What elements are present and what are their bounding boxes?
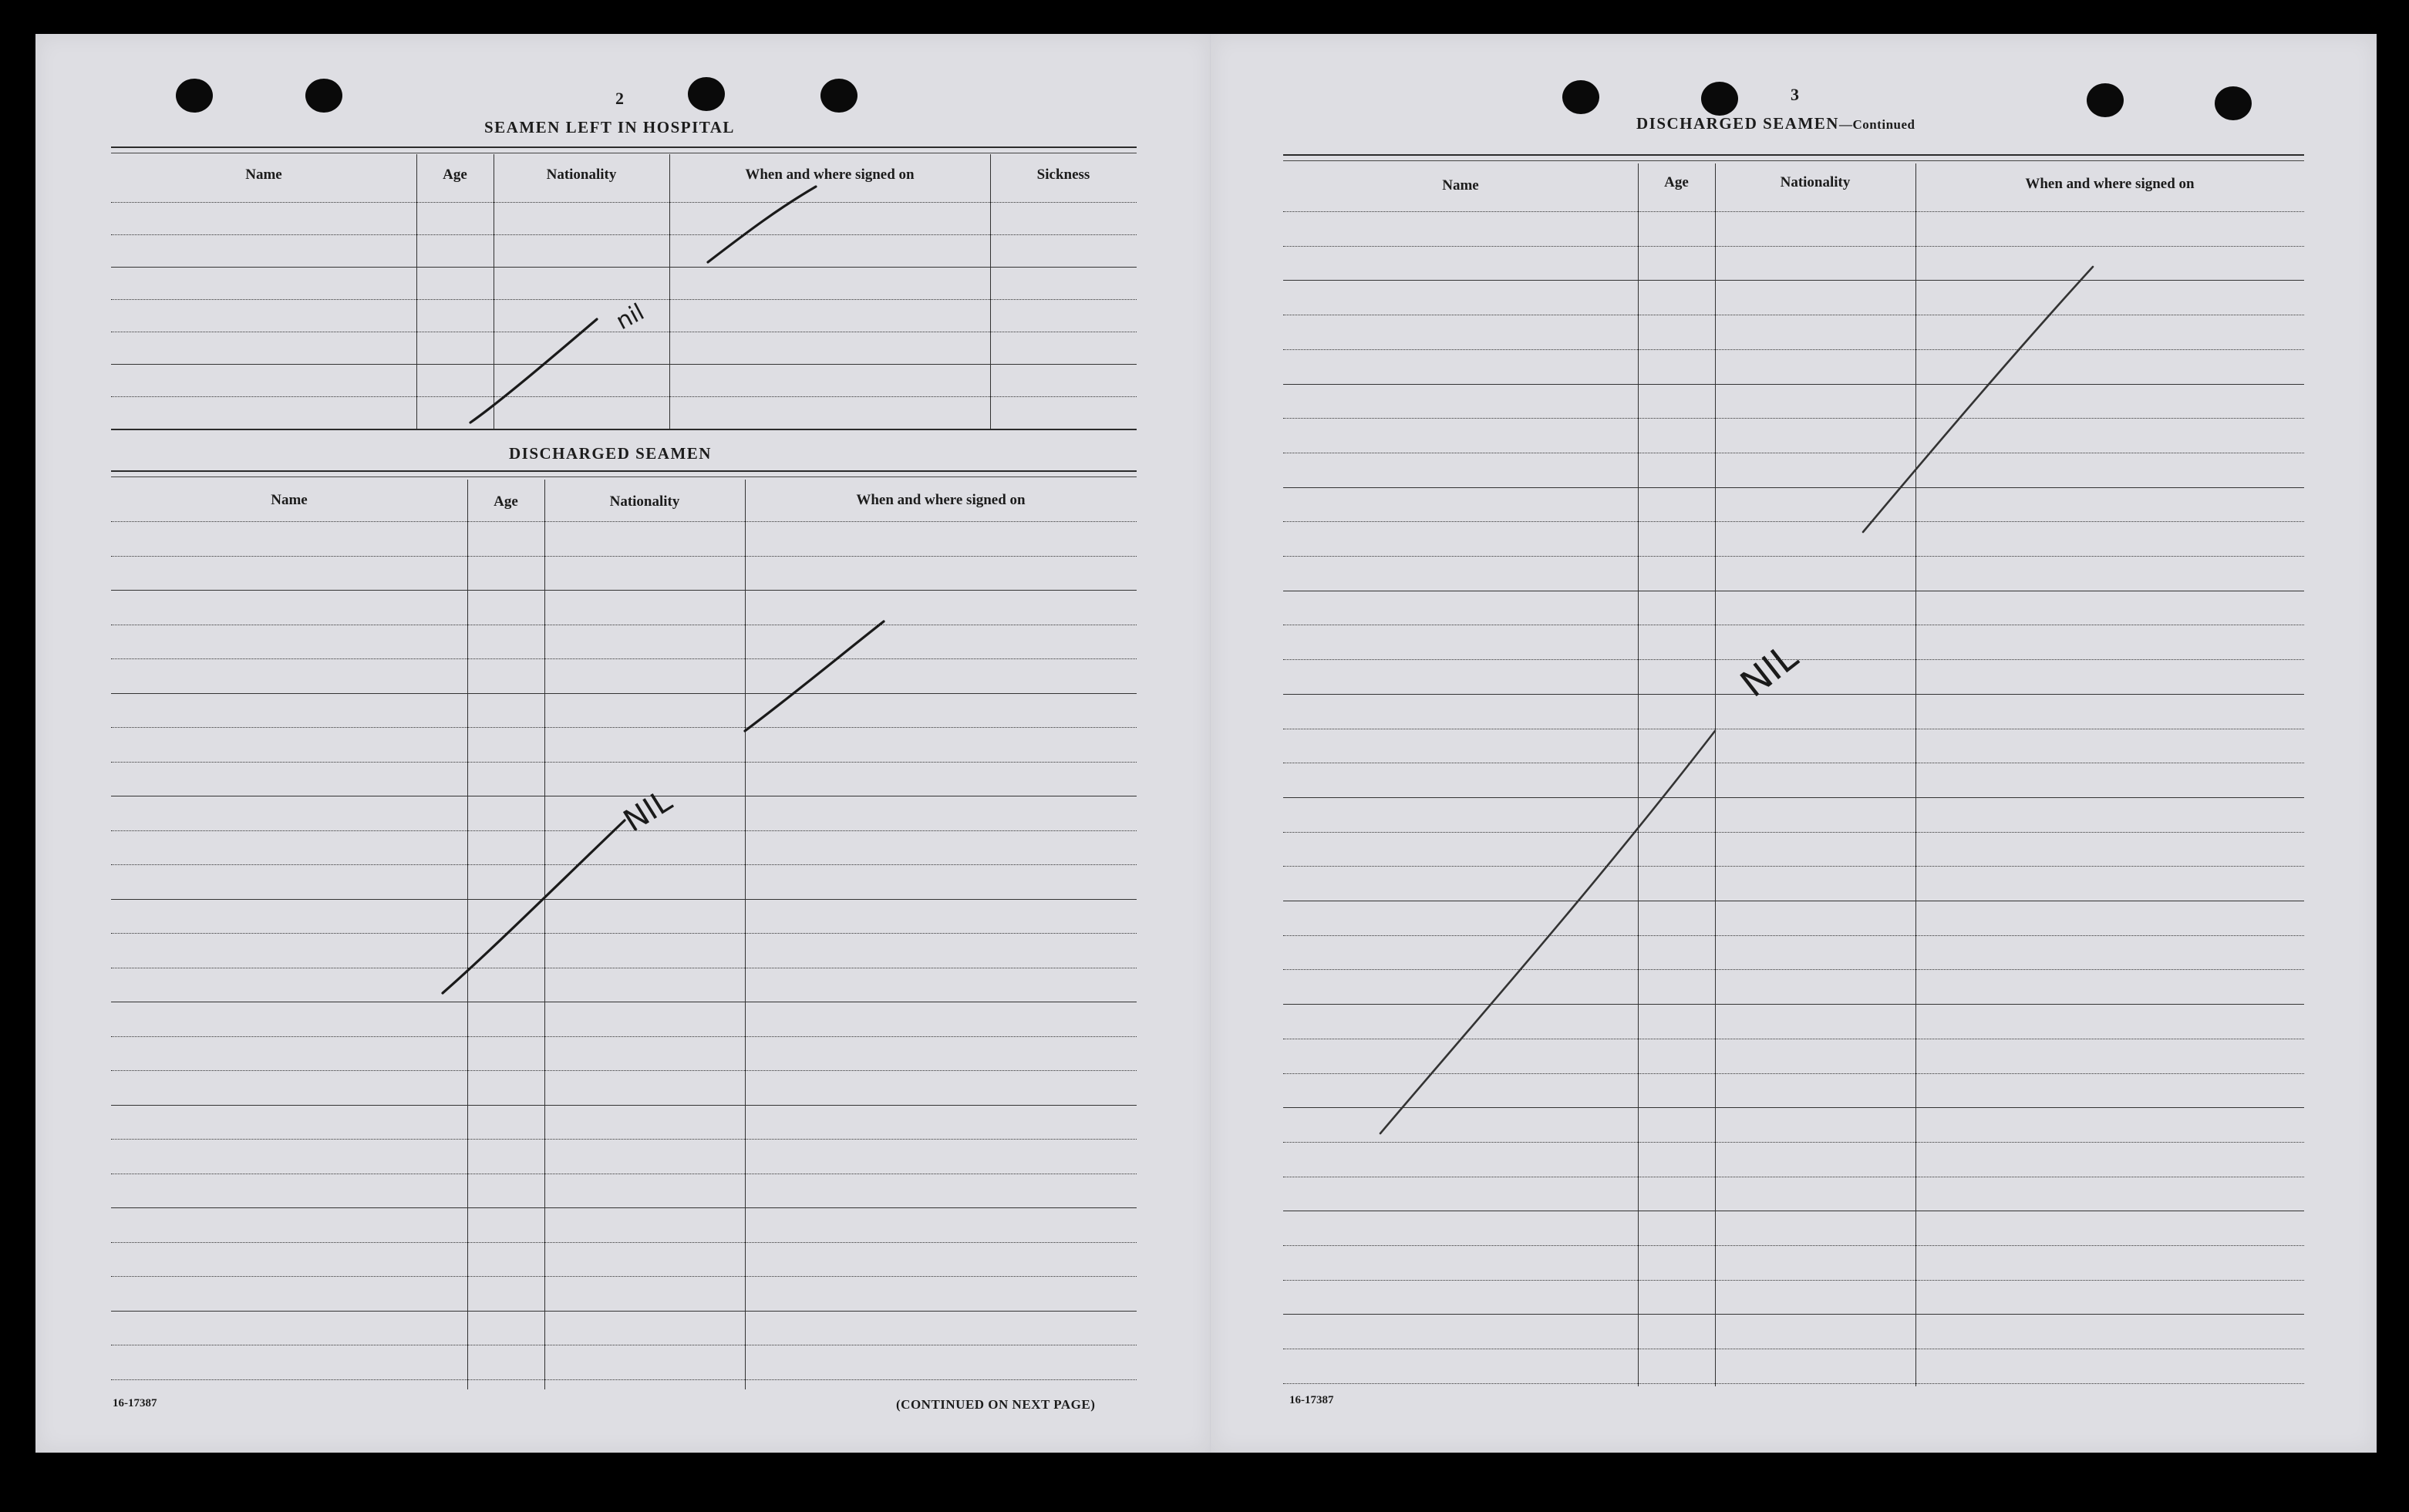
column-header-age: Age: [494, 493, 518, 510]
ruled-row-line: [1283, 521, 2304, 522]
punch-hole: [2087, 83, 2124, 117]
discharged-rows: [1283, 211, 2304, 1385]
column-header-age: Age: [1664, 174, 1689, 190]
column-header-sickness: Sickness: [1036, 167, 1090, 183]
column-header-when-where: When and where signed on: [2025, 176, 2195, 192]
punch-hole: [176, 79, 213, 113]
ruled-row-line: [1283, 832, 2304, 833]
ruled-row-line: [111, 1379, 1137, 1380]
ruled-row-line: [1283, 1383, 2304, 1384]
ruled-row-line: [111, 590, 1137, 591]
ruled-row-line: [1283, 211, 2304, 212]
ruled-row-line: [1283, 659, 2304, 660]
ruled-row-line: [111, 234, 1137, 235]
ruled-row-line: [111, 521, 1137, 522]
ruled-row-line: [111, 762, 1137, 763]
form-number: 16-17387: [1289, 1394, 1334, 1406]
ruled-row-line: [111, 1105, 1137, 1106]
ruled-row-line: [111, 1276, 1137, 1277]
ruled-row-line: [1283, 935, 2304, 936]
ruled-row-line: [1283, 1107, 2304, 1108]
column-header-nationality: Nationality: [609, 493, 680, 510]
ruled-row-line: [111, 364, 1137, 365]
form-number: 16-17387: [113, 1397, 157, 1409]
ruled-row-line: [1283, 694, 2304, 695]
ruled-row-line: [1283, 1142, 2304, 1143]
ruled-row-line: [111, 658, 1137, 659]
discharged-rows: [111, 521, 1137, 1389]
column-header-name: Name: [1442, 177, 1479, 194]
hospital-rows: [111, 202, 1137, 429]
ruled-row-line: [1283, 1280, 2304, 1281]
ruled-row-line: [1283, 349, 2304, 350]
ruled-row-line: [1283, 1073, 2304, 1074]
discharged-continued-title: [1636, 114, 1915, 133]
table-rule: [111, 146, 1137, 148]
section-title-suffix: —Continued: [1838, 117, 1915, 132]
table-rule: [111, 476, 1137, 477]
punch-hole: [820, 79, 857, 113]
ruled-row-line: [1283, 556, 2304, 557]
hospital-section-title: SEAMEN LEFT IN HOSPITAL: [484, 118, 735, 136]
punch-hole: [1701, 82, 1738, 116]
ruled-row-line: [111, 1036, 1137, 1037]
ruled-row-line: [1283, 280, 2304, 281]
continued-note: (CONTINUED ON NEXT PAGE): [896, 1397, 1096, 1412]
column-header-when-where: When and where signed on: [745, 167, 915, 183]
table-rule: [111, 429, 1137, 430]
section-title-text: DISCHARGED SEAMEN: [1636, 114, 1839, 133]
handwritten-nil: NIL: [1732, 635, 1806, 706]
ruled-row-line: [1283, 866, 2304, 867]
ruled-row-line: [1283, 1245, 2304, 1246]
ruled-row-line: [111, 267, 1137, 268]
handwritten-nil: nil: [612, 298, 649, 336]
ruled-row-line: [111, 396, 1137, 397]
ruled-row-line: [1283, 384, 2304, 385]
column-header-age: Age: [443, 167, 467, 183]
column-header-nationality: Nationality: [546, 167, 617, 183]
ruled-row-line: [1283, 969, 2304, 970]
column-header-when-where: When and where signed on: [856, 492, 1026, 508]
page-number: 2: [615, 89, 624, 108]
column-header-name: Name: [271, 492, 308, 508]
page-number: 3: [1791, 85, 1799, 104]
ruled-row-line: [1283, 487, 2304, 488]
table-rule: [1283, 154, 2304, 156]
punch-hole: [2215, 86, 2252, 120]
punch-hole: [1562, 80, 1599, 114]
ruled-row-line: [111, 299, 1137, 300]
ruled-row-line: [111, 693, 1137, 694]
ruled-row-line: [1283, 246, 2304, 247]
punch-hole: [688, 77, 725, 111]
ruled-row-line: [111, 202, 1137, 203]
ruled-row-line: [111, 1207, 1137, 1208]
ruled-row-line: [111, 727, 1137, 728]
ruled-row-line: [111, 1139, 1137, 1140]
punch-hole: [305, 79, 342, 113]
ruled-row-line: [111, 933, 1137, 934]
column-header-nationality: Nationality: [1780, 174, 1851, 190]
table-rule: [1283, 160, 2304, 161]
ruled-row-line: [111, 1311, 1137, 1312]
ruled-row-line: [1283, 1004, 2304, 1005]
ruled-row-line: [111, 1070, 1137, 1071]
discharged-section-title: DISCHARGED SEAMEN: [509, 444, 712, 463]
handwritten-nil: NIL: [617, 783, 679, 840]
ruled-row-line: [1283, 1314, 2304, 1315]
ruled-row-line: [111, 830, 1137, 831]
table-rule: [111, 470, 1137, 472]
ruled-row-line: [1283, 418, 2304, 419]
ruled-row-line: [111, 899, 1137, 900]
ruled-row-line: [111, 556, 1137, 557]
ruled-row-line: [1283, 797, 2304, 798]
column-header-name: Name: [245, 167, 282, 183]
ruled-row-line: [111, 864, 1137, 865]
ruled-row-line: [111, 1242, 1137, 1243]
